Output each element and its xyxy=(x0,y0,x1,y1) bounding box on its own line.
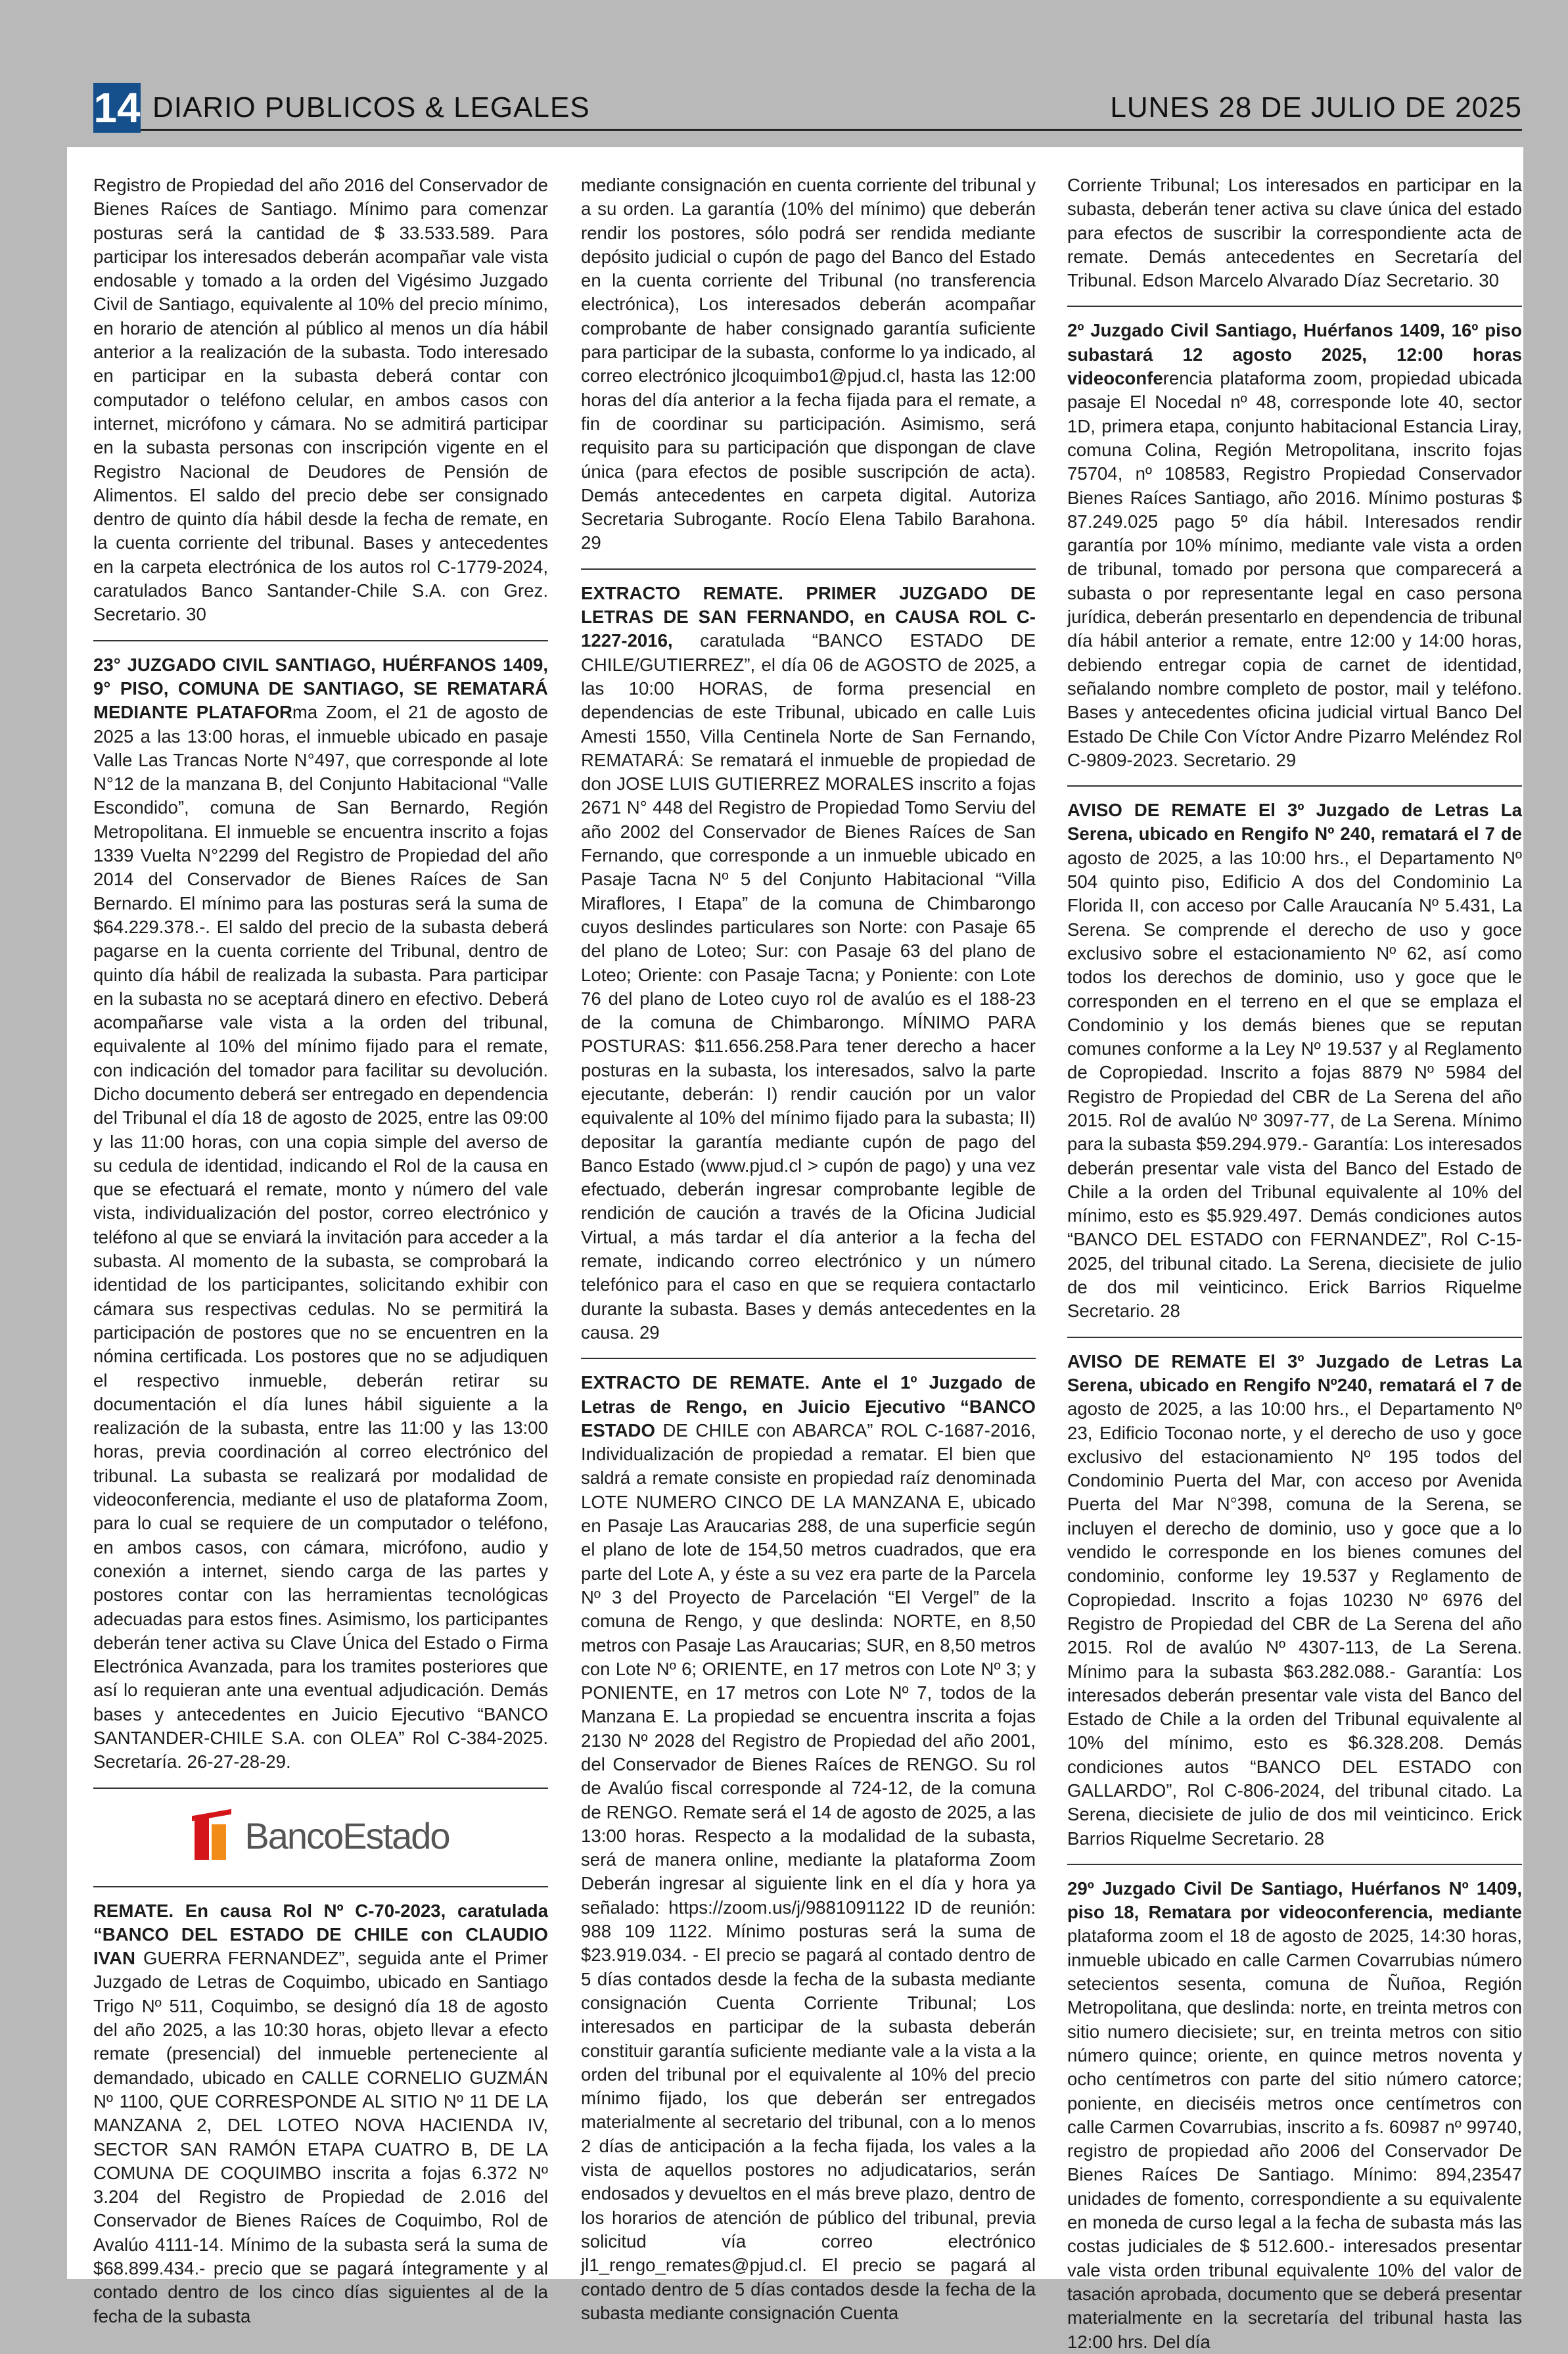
column-1 xyxy=(93,173,549,2326)
notice-body: Registro de Propiedad del año 2016 del Conservador de Bienes Raíces de Santiago. Mínimo para comenzar posturas será la cantidad de $ 33.533.589. Para participar los interesados deberán acompañar vale vista endosable y tomado a la orden del Vigésimo Juzgado Civil de Santiago, equivalente al 10% del precio mínimo, en horario de atención al público al menos un día hábil anterior a la realización de la subasta. Todo interesado en participar en la subasta deberá contar con computador o teléfono celular, en ambos casos con internet, micrófono y cámara. No se admitirá participar en la subasta personas con inscripción vigente en el Registro Nacional de Deudores de Pensión de Alimentos. El saldo del precio debe ser consignado dentro de quinto día hábil desde la fecha de remate, en la cuenta corriente del tribunal. Bases y antecedentes en la carpeta electrónica de los autos rol C-1779-2024, caratulados Banco Santander-Chile S.A. con Grez. Secretario. 30 xyxy=(93,175,548,625)
notice-heading: AVISO DE REMATE El 3º Juzgado de Letras La Serena, ubicado en Rengifo Nº240, rematará el 7 de xyxy=(1067,1350,1522,1395)
bancoestado-logo xyxy=(93,1801,548,1873)
publication-title: DIARIO PUBLICOS & LEGALES xyxy=(152,91,590,124)
legal-notice xyxy=(93,1899,548,2328)
notice-body: agosto de 2025, a las 10:00 hrs., el Departamento Nº 504 quinto piso, Edificio A dos del Condominio La Florida II, con acceso por Calle Araucanía Nº 5.431, La Serena. Se comprende el derecho de uso y goce exclusivo sobre el estacionamiento Nº 62, así como todos los derechos de dominio, uso y goce que le corresponden en el terreno en el que se emplaza el Condominio y los demás bienes que se reputan comunes conforme a la Ley Nº 19.537 y al Reglamento de Copropiedad. Inscrito a fojas 8879 Nº 5984 del Registro de Propiedad del CBR de La Serena del año 2015. Rol de avalúo Nº 3097-77, de La Serena. Mínimo para la subasta $59.294.979.- Garantía: Los interesados deberán presentar vale vista del Banco del Estado de Chile a la orden del Tribunal equivalente al 10% del mínimo, esto es $5.929.497. Demás condiciones autos “BANCO DEL ESTADO con FERNANDEZ”, Rol C-15-2025, del tribunal citado. La Serena, diecisiete de julio de dos mil veinticinco. Erick Barrios Riquelme Secretario. 28 xyxy=(1067,847,1522,1322)
notice-separator xyxy=(93,1886,548,1887)
legal-notice xyxy=(581,173,1036,555)
legal-notice xyxy=(93,653,548,1774)
notice-separator xyxy=(1067,1864,1522,1865)
notice-heading: 23° JUZGADO CIVIL SANTIAGO, HUÉRFANOS 1409, 9° PISO, COMUNA DE SANTIAGO, SE REMATARÁ MEDIANTE PLATAFOR xyxy=(93,654,548,723)
header-rule xyxy=(141,129,1522,131)
notice-body: agosto de 2025, a las 10:00 hrs., el Departamento Nº 23, Edificio Toconao norte, y el derecho de uso y goce exclusivo del estacionamiento Nº 195 todos del Condominio Puerta del Mar, con acceso por Avenida Puerta del Mar N°398, comuna de la Serena, se incluyen el derecho de dominio, uso y goce que a lo vendido le corresponde en los bienes comunes del condominio, conforme ley 19.537 y Reglamento de Copropiedad. Inscrito a fojas 10230 Nº 6976 del Registro de Propiedad del CBR de La Serena del año 2015. Rol de avalúo Nº 4307-113, de La Serena. Mínimo para la subasta $63.282.088.- Garantía: Los interesados deberán presentar vale vista del Banco del Estado de Chile a la orden del Tribunal equivalente al 10% del mínimo, esto es $6.328.208. Demás condiciones autos “BANCO DEL ESTADO con GALLARDO”, Rol C-806-2024, del tribunal citado. La Serena, diecisiete de julio de dos mil veinticinco. Erick Barrios Riquelme Secretario. 28 xyxy=(1067,1398,1522,1849)
legal-notice xyxy=(1067,173,1522,292)
notice-body: GUERRA FERNANDEZ”, seguida ante el Primer Juzgado de Letras de Coquimbo, ubicado en Santiago Trigo Nº 511, Coquimbo, se designó día 18 de agosto del año 2025, a las 10:30 horas, objeto llevar a efecto remate (presencial) del inmueble perteneciente al demandado, ubicado en CALLE CORNELIO GUZMÁN Nº 1100, QUE CORRESPONDE AL SITIO Nº 11 DE LA MANZANA 2, DEL LOTEO NOVA HACIENDA IV, SECTOR SAN RAMÓN ETAPA CUATRO B, DE LA COMUNA DE COQUIMBO inscrita a fojas 6.372 Nº 3.204 del Registro de Propiedad de 2.016 del Conservador de Bienes Raíces de Coquimbo, Rol de Avalúo 4111-14. Mínimo de la subasta será la suma de $68.899.434.- precio que se pagará íntegramente y al contado dentro de los cinco días siguientes al de la fecha de la subasta xyxy=(93,1948,548,2326)
notice-heading: REMATE. En causa Rol Nº C-70-2023, caratulada “BANCO DEL ESTADO DE CHILE con CLAUDIO IVAN xyxy=(93,1900,548,1969)
notice-heading: 2º Juzgado Civil Santiago, Huérfanos 1409, 16º piso subastará 12 agosto 2025, 12:00 horas videoconfe xyxy=(1067,320,1522,389)
legal-notice xyxy=(1067,319,1522,772)
legal-notice xyxy=(93,173,548,627)
notice-separator xyxy=(1067,785,1522,787)
bancoestado-logo-icon xyxy=(192,1812,238,1861)
notice-body: mediante consignación en cuenta corriente del tribunal y a su orden. La garantía (10% del mínimo) que deberán rendir los postores, sólo podrá ser rendida mediante depósito judicial o cupón de pago del Banco del Estado en la cuenta corriente del Tribunal (no transferencia electrónica), Los interesados deberán acompañar comprobante de haber consignado garantía suficiente para participar de la subasta, conforme lo ya indicado, al correo electrónico jlcoquimbo1@pjud.cl, hasta las 12:00 horas del día anterior a la fecha fijada para el remate, a fin de coordinar su participación. Asimismo, será requisito para su participación que dispongan de clave única (para efectos de posible suscripción de acta). Demás antecedentes en carpeta digital. Autoriza Secretaria Subrogante. Rocío Elena Tabilo Barahona. 29 xyxy=(581,175,1036,553)
notice-body: DE CHILE con ABARCA” ROL C-1687-2016, Individualización de propiedad a rematar. El bien que saldrá a remate consiste en propiedad raíz denominada LOTE NUMERO CINCO DE LA MANZANA E, ubicado en Pasaje Las Araucarias 288, de una superficie según el plano de lote de 154,50 metros cuadrados, que era parte del Lote A, y éste a su vez era parte de la Parcela Nº 3 del Proyecto de Parcelación “El Vergel” de la comuna de Rengo, y que deslinda: NORTE, en 8,50 metros con Pasaje Las Araucarias; SUR, en 8,50 metros con Lote Nº 6; ORIENTE, en 17 metros con Lote Nº 3; y PONIENTE, en 17 metros con Lote Nº 7, todos de la Manzana E. La propiedad se encuentra inscrita a fojas 2130 Nº 2028 del Registro de Propiedad del año 2001, del Conservador de Bienes Raíces de RENGO. Su rol de Avalúo fiscal corresponde al 724-12, de la comuna de RENGO. Remate será el 14 de agosto de 2025, a las 13:00 horas. Respecto a la modalidad de la subasta, será de manera online, mediante la plataforma Zoom Deberán ingresar al siguiente link en el día y hora ya señalado: https://zoom.us/j/9881091122 ID de reunión: 988 109 1122. Mínimo posturas será la suma de $23.919.034. - El precio se pagará al contado dentro de 5 días contados desde la fecha de la subasta mediante consignación Cuenta Corriente Tribunal; Los interesados en participar de la subasta deberán constituir garantía suficiente mediante vale a la vista a la orden del tribunal por el equivalente al 10% del precio mínimo fijado, los que deberán ser entregados materialmente al secretario del tribunal, con a lo menos 2 días de anticipación a la fecha fijada, los vales a la vista de aquellos postores no adjudicatarios, serán endosados y devueltos en el más breve plazo, dentro de los horarios de atención de público del tribunal, previa solicitud vía correo electrónico jl1_rengo_remates@pjud.cl. El precio se pagará al contado dentro de 5 días contados desde la fecha de la subasta mediante consignación Cuenta xyxy=(581,1419,1036,2323)
notice-heading: AVISO DE REMATE El 3º Juzgado de Letras La Serena, ubicado en Rengifo Nº 240, rematará el 7 de xyxy=(1067,800,1522,844)
notice-separator xyxy=(1067,1337,1522,1338)
notice-separator xyxy=(1067,306,1522,307)
column-2 xyxy=(581,173,1036,2323)
notice-heading: EXTRACTO DE REMATE. Ante el 1º Juzgado de Letras de Rengo, en Juicio Ejecutivo “BANCO ESTADO xyxy=(581,1372,1036,1441)
publication-date: LUNES 28 DE JULIO DE 2025 xyxy=(1110,91,1522,124)
notice-body: plataforma zoom el 18 de agosto de 2025, 14:30 horas, inmueble ubicado en calle Carmen Covarrubias número setecientos sesenta, comuna de Ñuñoa, Región Metropolitana, que deslinda: norte, en treinta metros con sitio numero diecisiete; sur, en treinta metros con sitio número quince; oriente, en quince metros noventa y ocho centímetros con parte del sitio número catorce; poniente, en dieciséis metros once centímetros con calle Carmen Covarrubias, inscrito a fs. 60987 nº 99740, registro de propiedad año 2006 del Conservador De Bienes Raíces De Santiago. Mínimo: 894,23547 unidades de fomento, correspondiente a su equivalente en moneda de curso legal a la fecha de subasta más las costas judiciales de $ 512.600.- interesados presentar vale vista orden tribunal equivalente 10% del valor de tasación aprobada, documento que se deberá presentar materialmente en la secretaría del tribunal hasta las 12:00 hrs. Del día xyxy=(1067,1926,1522,2352)
legal-notice xyxy=(1067,798,1522,1324)
legal-notice xyxy=(581,1371,1036,2325)
page-header xyxy=(0,0,1568,147)
notice-heading: 29º Juzgado Civil De Santiago, Huérfanos Nº 1409, piso 18, Rematara por videoconferencia, mediante xyxy=(1067,1878,1522,1923)
legal-notice xyxy=(581,582,1036,1345)
newspaper-page xyxy=(67,147,1523,2352)
column-3 xyxy=(1067,173,1522,2352)
notice-body: ma Zoom, el 21 de agosto de 2025 a las 13:00 horas, el inmueble ubicado en pasaje Valle Las Trancas Norte N°497, que corresponde al lote N°12 de la manzana B, del Conjunto Habitacional “Valle Escondido”, comuna de San Bernardo, Región Metropolitana. El inmueble se encuentra inscrito a fojas 1339 Vuelta N°2299 del Registro de Propiedad del año 2014 del Conservador de Bienes Raíces de San Bernardo. El mínimo para las posturas será la suma de $64.229.378.-. El saldo del precio de la subasta deberá pagarse en la cuenta corriente del Tribunal, dentro de quinto día hábil de realizada la subasta. Para participar en la subasta no se aceptará dinero en efectivo. Deberá acompañarse vale vista a la orden del tribunal, equivalente al 10% del mínimo fijado para el remate, con indicación del tomador para facilitar su devolución. Dicho documento deberá ser entregado en dependencia del Tribunal el día 18 de agosto de 2025, entre las 09:00 y las 11:00 horas, con una copia simple del averso de su cedula de identidad, indicando el Rol de la causa en que se efectuará el remate, monto y número del vale vista, individualización del postor, correo electrónico y teléfono al que se enviará la invitación para acceder a la subasta. Al momento de la subasta, se comprobará la identidad de los participantes, solicitando exhibir con cámara sus respectivas cedulas. No se permitirá la participación de postores que no se encuentren en la nómina certificada. Los postores que no se adjudiquen el respectivo inmueble, deberán retirar su documentación el día lunes hábil siguiente a la realización de la subasta, entre las 11:00 y las 13:00 horas, previa coordinación al correo electrónico del tribunal. La subasta se realizará por modalidad de videoconferencia, mediante el uso de plataforma Zoom, para lo cual se requiere de un computador o teléfono, en ambos casos, con cámara, micrófono, audio y conexión a internet, siendo carga de las partes y postores contar con las herramientas tecnológicas adecuadas para estos fines. Asimismo, los participantes deberán tener activa su Clave Única del Estado o Firma Electrónica Avanzada, para los tramites posteriores que así lo requieran ante una eventual adjudicación. Demás bases y antecedentes en Juicio Ejecutivo “BANCO SANTANDER-CHILE S.A. con OLEA” Rol C-384-2025. Secretaría. 26-27-28-29. xyxy=(93,702,549,1772)
notice-body: Corriente Tribunal; Los interesados en participar en la subasta, deberán tener activa su clave única del estado para efectos de suscribir la correspondiente acta de remate. Demás antecedentes en Secretaría del Tribunal. Edson Marcelo Alvarado Díaz Secretario. 30 xyxy=(1067,175,1522,291)
notice-body: rencia plataforma zoom, propiedad ubicada pasaje El Nocedal nº 48, corresponde lote 40, sector 1D, primera etapa, conjunto habitacional Estancia Liray, comuna Colina, Región Metropolitana, inscrito fojas 75704, nº 108583, Registro Propiedad Conservador Bienes Raíces Santiago, año 2016. Mínimo posturas $ 87.249.025 pago 5º día hábil. Interesados rendir garantía por 10% mínimo, mediante vale vista a orden de tribunal, tomado por persona que comparecerá a subasta o por representante legal en caso persona jurídica, deberán presentarlo en dependencia de tribunal día hábil anterior a remate, entre 12:00 y 14:00 horas, debiendo entregar copia de carnet de identidad, señalando nombre completo de postor, mail y teléfono. Bases y antecedentes oficina judicial virtual Banco Del Estado De Chile Con Víctor Andre Pizarro Meléndez Rol C-9809-2023. Secretario. 29 xyxy=(1067,368,1522,770)
legal-notice xyxy=(1067,1350,1522,1851)
notice-heading: EXTRACTO REMATE. PRIMER JUZGADO DE LETRAS DE SAN FERNANDO, en CAUSA ROL C-1227-2016, xyxy=(581,582,1036,651)
notice-separator xyxy=(93,640,548,641)
notice-separator xyxy=(581,568,1036,570)
notice-separator xyxy=(581,1358,1036,1359)
page-number: 14 xyxy=(93,84,141,131)
notice-separator xyxy=(93,1788,548,1789)
bancoestado-logo-text: BancoEstado xyxy=(244,1815,450,1857)
notice-body: caratulada “BANCO ESTADO DE CHILE/GUTIERREZ”, el día 06 de AGOSTO de 2025, a las 10:00 HORAS, de forma presencial en dependencias de este Tribunal, ubicado en calle Luis Amesti 1550, Villa Centinela Norte de San Fernando, REMATARÁ: Se rematará el inmueble de propiedad de don JOSE LUIS GUTIERREZ MORALES inscrito a fojas 2671 N° 448 del Registro de Propiedad Tomo Serviu del año 2002 del Conservador de Bienes Raíces de San Fernando, que corresponde a un inmueble ubicado en Pasaje Tacna Nº 5 del Conjunto Habitacional “Villa Miraflores, I Etapa” de la comuna de Chimbarongo cuyos deslindes particulares son Norte: con Pasaje 65 del plano de Loteo; Sur: con Pasaje 63 del plano de Loteo; Oriente: con Pasaje Tacna; y Poniente: con Lote 76 del plano de Loteo cuyo rol de avalúo es el 188-23 de la comuna de Chimbarongo. MÍNIMO PARA POSTURAS: $11.656.258.Para tener derecho a hacer posturas en la subasta, los interesados, salvo la parte ejecutante, deberán: I) rendir caución por un valor equivalente al 10% del mínimo fijado para la subasta; II) depositar la garantía mediante cupón de pago del Banco Estado (www.pjud.cl > cupón de pago) y una vez efectuado, deberán ingresar comprobante legible de rendición de caución a través de la Oficina Judicial Virtual, a más tardar el día anterior a la fecha del remate, indicando correo electrónico y un número telefónico para el caso en que se requiera contactarlo durante la subasta. Bases y demás antecedentes en la causa. 29 xyxy=(581,630,1036,1343)
legal-notice xyxy=(1067,1877,1522,2354)
